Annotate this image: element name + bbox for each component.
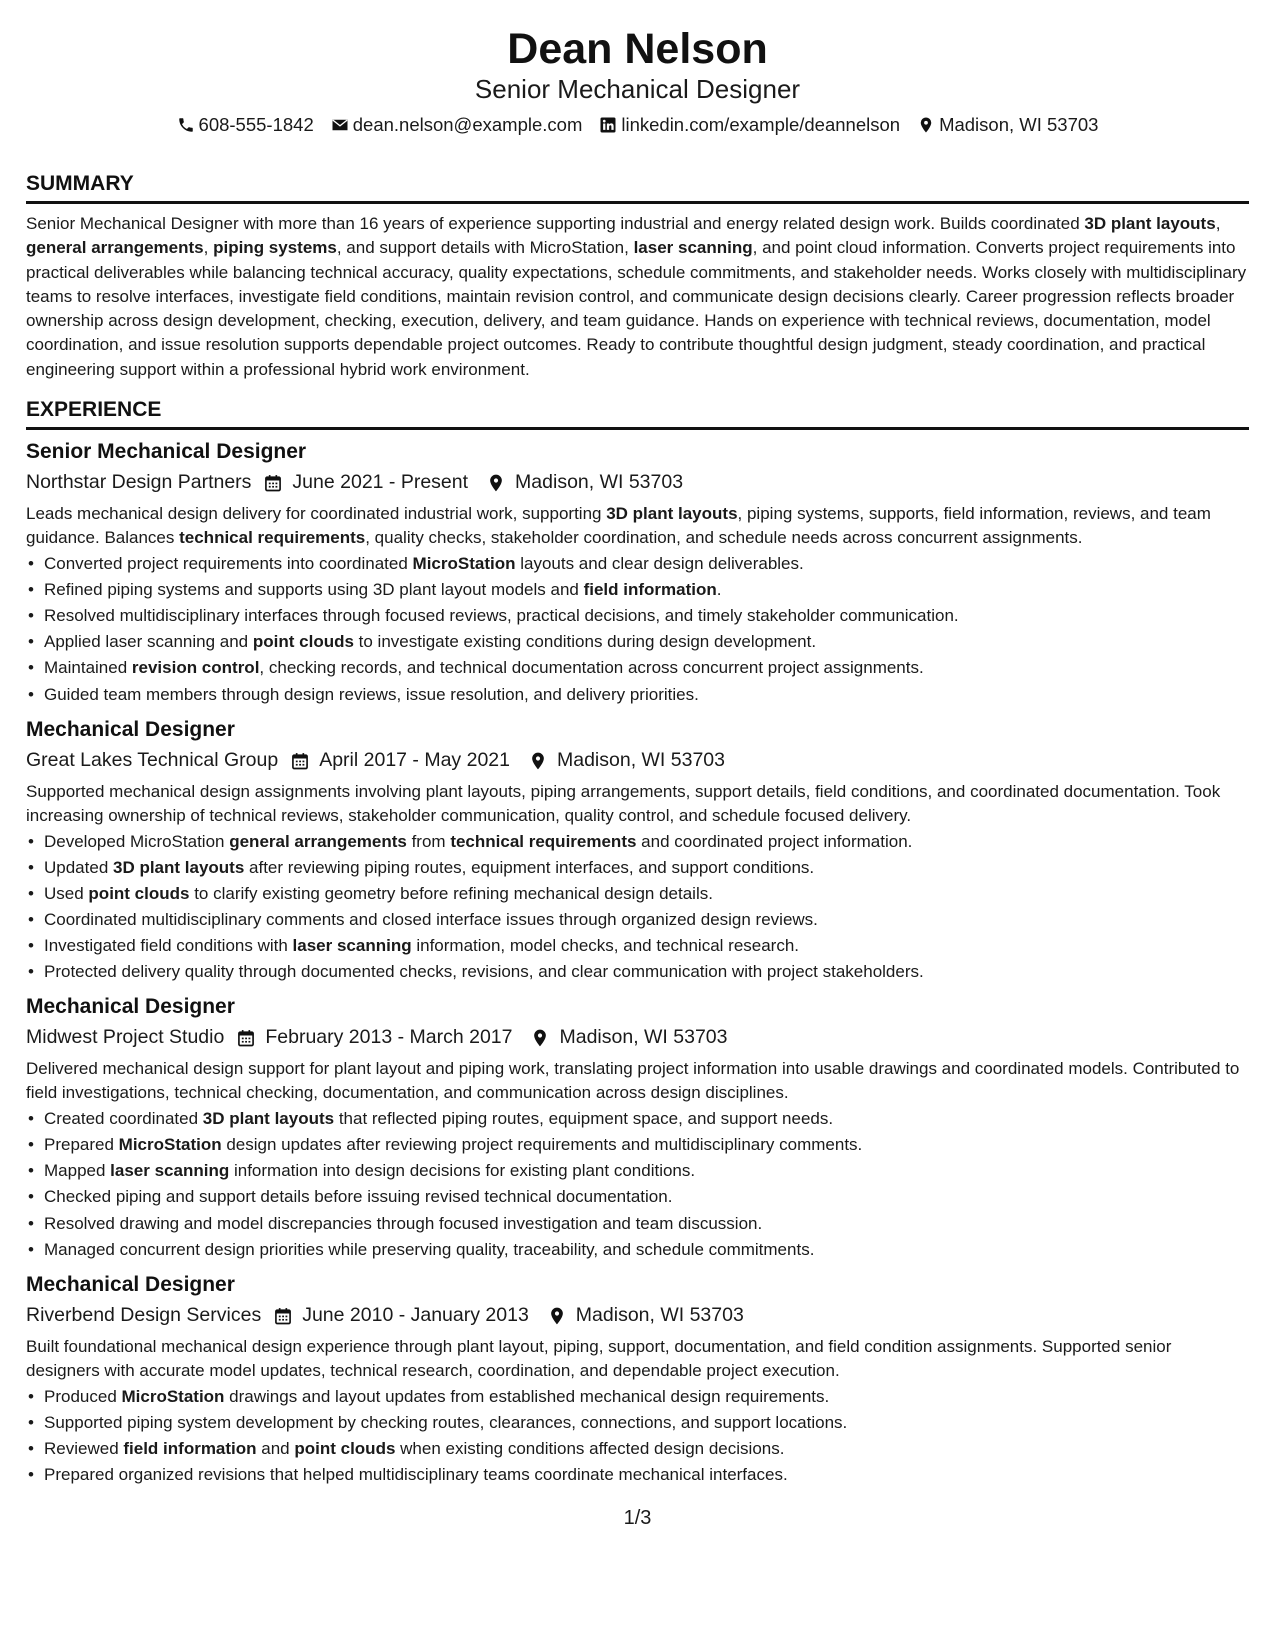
job-company: Northstar Design Partners	[26, 471, 252, 494]
envelope-icon	[331, 116, 349, 134]
job-bullets	[26, 551, 1249, 708]
text-run: to investigate existing conditions during design development.	[353, 632, 817, 652]
text-run: after reviewing piping routes, equipment interfaces, and support conditions.	[244, 857, 815, 877]
map-pin-icon	[530, 1027, 550, 1047]
text-run: Used	[44, 883, 89, 903]
text-run: , and support details with MicroStation,	[336, 238, 634, 258]
text-run: , piping systems, supports, field information, reviews, and team guidance. Balances	[26, 504, 1211, 548]
text-run: Mapped	[44, 1161, 111, 1181]
job-description	[26, 1335, 1249, 1383]
text-run: , and point cloud information. Converts project requirements into practical deliverables while balancing technical accuracy, quality expectations, schedule commitments, and stakeholder needs. Works closely with multidisciplinary teams to resolve interfaces, investigate field conditions, maintain revision control, and communicate design decisions clearly. Career progression reflects broader ownership across design development, checking, execution, delivery, and team guidance. Hands on experience with technical reviews, documentation, model coordination, and issue resolution supports dependable project outcomes. Ready to contribute thoughtful design judgment, steady coordination, and practical engineering support within a professional hybrid work environment.	[26, 238, 1247, 379]
text-run: Applied laser scanning and	[44, 632, 253, 652]
job-dates: June 2010 - January 2013	[302, 1303, 529, 1326]
emphasis-text: laser scanning	[633, 238, 753, 258]
text-run: Leads mechanical design delivery for coordinated industrial work, supporting	[26, 504, 607, 524]
bullet-item	[26, 933, 1249, 959]
bullet-item	[26, 551, 1249, 577]
job-description	[26, 502, 1249, 550]
bullet-item	[26, 577, 1249, 603]
emphasis-text: point clouds	[88, 883, 190, 903]
resume-page	[26, 0, 1249, 1650]
job-title: Mechanical Designer	[26, 717, 235, 741]
text-run: .	[716, 580, 722, 600]
job-meta	[26, 1300, 1249, 1330]
emphasis-text: MicroStation	[412, 554, 516, 574]
text-run: Resolved drawing and model discrepancies through focused investigation and team discussion.	[44, 1213, 763, 1233]
page-number: 1/3	[623, 1507, 652, 1529]
phone-icon	[177, 116, 195, 134]
text-run: information, model checks, and technical research.	[411, 936, 800, 956]
text-run: Developed MicroStation	[44, 831, 230, 851]
candidate-name: Dean Nelson	[507, 25, 768, 73]
job-dates: June 2021 - Present	[292, 471, 469, 494]
emphasis-text: laser scanning	[110, 1161, 230, 1181]
job-entry	[26, 716, 1249, 986]
job-dates: April 2017 - May 2021	[319, 748, 510, 771]
text-run: , checking records, and technical documentation across concurrent project assignments.	[259, 658, 924, 678]
text-run: Protected delivery quality through documented checks, revisions, and clear communication with project stakeholders.	[44, 962, 924, 982]
emphasis-text: 3D plant layouts	[202, 1109, 335, 1129]
job-company: Midwest Project Studio	[26, 1026, 225, 1049]
emphasis-text: technical requirements	[179, 528, 366, 548]
text-run: Senior Mechanical Designer with more than 16 years of experience supporting industrial and energy related design work. Builds coordinated	[26, 214, 1085, 233]
calendar-icon	[263, 472, 283, 492]
bullet-item	[26, 603, 1249, 629]
summary-heading: SUMMARY	[26, 171, 1249, 204]
location-text: Madison, WI 53703	[939, 114, 1099, 135]
text-run: Maintained	[44, 658, 132, 678]
emphasis-text: 3D plant layouts	[113, 857, 245, 877]
bullet-item	[26, 1436, 1249, 1462]
job-entry	[26, 1271, 1249, 1488]
emphasis-text: laser scanning	[292, 936, 412, 956]
experience-heading: EXPERIENCE	[26, 397, 1249, 430]
map-pin-icon	[547, 1305, 567, 1325]
text-run: Created coordinated	[44, 1109, 203, 1129]
emphasis-text: 3D plant layouts	[1084, 214, 1216, 233]
job-meta	[26, 1022, 1249, 1052]
text-run: information into design decisions for existing plant conditions.	[229, 1161, 696, 1181]
bullet-item	[26, 1132, 1249, 1158]
emphasis-text: technical requirements	[450, 831, 637, 851]
contact-email[interactable]	[331, 112, 583, 138]
bullet-item	[26, 1384, 1249, 1410]
job-location: Madison, WI 53703	[559, 1026, 728, 1049]
calendar-icon	[290, 750, 310, 770]
job-company: Great Lakes Technical Group	[26, 748, 279, 771]
text-run: Supported mechanical design assignments involving plant layouts, piping arrangements, support details, field conditions, and coordinated documentation. Took increasing ownership of technical reviews, stakeholder communication, quality control, and schedule focused delivery.	[26, 781, 1221, 825]
job-meta	[26, 745, 1249, 775]
text-run: Built foundational mechanical design experience through plant layout, piping, support, documentation, and field condition assignments. Supported senior designers with accurate model updates, technical research, coordination, and dependable project execution.	[26, 1336, 1172, 1380]
text-run: Supported piping system development by checking routes, clearances, connections, and support locations.	[44, 1412, 848, 1432]
text-run: Coordinated multidisciplinary comments and closed interface issues through organized design reviews.	[44, 909, 818, 929]
calendar-icon	[273, 1305, 293, 1325]
bullet-item	[26, 1106, 1249, 1132]
bullet-item	[26, 1184, 1249, 1210]
emphasis-text: MicroStation	[121, 1386, 225, 1406]
text-run: Prepared	[44, 1135, 119, 1155]
emphasis-text: point clouds	[252, 632, 354, 652]
bullet-item	[26, 655, 1249, 681]
text-run: Converted project requirements into coordinated	[44, 554, 413, 574]
text-run: Prepared organized revisions that helped multidisciplinary teams coordinate mechanical interfaces.	[44, 1465, 788, 1485]
bullet-item	[26, 1462, 1249, 1488]
emphasis-text: point clouds	[294, 1438, 396, 1458]
text-run: that reflected piping routes, equipment space, and support needs.	[334, 1109, 834, 1129]
text-run: Produced	[44, 1386, 122, 1406]
job-location: Madison, WI 53703	[575, 1303, 744, 1326]
job-title: Mechanical Designer	[26, 995, 235, 1019]
bullet-item	[26, 1158, 1249, 1184]
bullet-item	[26, 829, 1249, 855]
text-run: Updated	[44, 857, 113, 877]
summary-paragraph	[26, 212, 1249, 382]
text-run: to clarify existing geometry before refining mechanical design details.	[189, 883, 713, 903]
linkedin-icon	[599, 116, 617, 134]
job-location: Madison, WI 53703	[515, 471, 684, 494]
bullet-item	[26, 1410, 1249, 1436]
job-title: Mechanical Designer	[26, 1272, 235, 1296]
bullet-item	[26, 881, 1249, 907]
text-run: , quality checks, stakeholder coordination, and schedule needs across concurrent assignments.	[365, 528, 1083, 548]
job-title: Senior Mechanical Designer	[26, 440, 307, 464]
text-run: and	[256, 1438, 295, 1458]
map-pin-icon	[486, 472, 506, 492]
text-run: Reviewed	[44, 1438, 124, 1458]
bullet-item	[26, 959, 1249, 985]
emphasis-text: general arrangements	[229, 831, 407, 851]
emphasis-text: revision control	[131, 658, 260, 678]
bullet-item	[26, 1211, 1249, 1237]
contact-bar	[26, 112, 1249, 138]
text-run: from	[406, 831, 451, 851]
experience-list	[26, 438, 1249, 1488]
job-company: Riverbend Design Services	[26, 1303, 262, 1326]
job-bullets	[26, 829, 1249, 986]
job-description	[26, 780, 1249, 828]
bullet-item	[26, 855, 1249, 881]
emphasis-text: field information	[123, 1438, 257, 1458]
calendar-icon	[236, 1027, 256, 1047]
bullet-item	[26, 682, 1249, 708]
map-pin-icon	[528, 750, 548, 770]
text-run: and coordinated project information.	[636, 831, 913, 851]
text-run: ,	[1215, 214, 1221, 233]
emphasis-text: 3D plant layouts	[606, 504, 738, 524]
contact-phone	[177, 112, 314, 138]
job-location: Madison, WI 53703	[556, 748, 725, 771]
emphasis-text: general arrangements	[26, 238, 204, 258]
job-bullets	[26, 1106, 1249, 1263]
map-pin-icon	[917, 116, 935, 134]
text-run: Refined piping systems and supports using 3D plant layout models and	[44, 580, 584, 600]
text-run: layouts and clear design deliverables.	[515, 554, 804, 574]
text-run: drawings and layout updates from established mechanical design requirements.	[224, 1386, 830, 1406]
text-run: Resolved multidisciplinary interfaces through focused reviews, practical decisions, and timely stakeholder communication.	[44, 606, 959, 626]
text-run: when existing conditions affected design decisions.	[395, 1438, 785, 1458]
linkedin-link[interactable]: linkedin.com/example/deannelson	[621, 114, 901, 135]
text-run: Managed concurrent design priorities while preserving quality, traceability, and schedule commitments.	[44, 1239, 815, 1259]
bullet-item	[26, 1237, 1249, 1263]
contact-linkedin[interactable]	[599, 112, 900, 138]
text-run: ,	[203, 238, 214, 258]
candidate-title: Senior Mechanical Designer	[474, 74, 801, 104]
contact-location	[917, 112, 1098, 138]
text-run: Investigated field conditions with	[44, 936, 293, 956]
email-link[interactable]: dean.nelson@example.com	[352, 114, 583, 135]
text-run: design updates after reviewing project requirements and multidisciplinary comments.	[221, 1135, 863, 1155]
text-run: Checked piping and support details before issuing revised technical documentation.	[44, 1187, 673, 1207]
job-dates: February 2013 - March 2017	[265, 1026, 513, 1049]
phone-text: 608-555-1842	[198, 114, 314, 135]
emphasis-text: MicroStation	[118, 1135, 222, 1155]
job-entry	[26, 438, 1249, 708]
bullet-item	[26, 907, 1249, 933]
job-description	[26, 1057, 1249, 1105]
job-bullets	[26, 1384, 1249, 1488]
text-run: Delivered mechanical design support for plant layout and piping work, translating project information into usable drawings and coordinated models. Contributed to field investigations, technical checking, documentation, and communication across design disciplines.	[26, 1059, 1240, 1103]
emphasis-text: piping systems	[213, 238, 337, 258]
bullet-item	[26, 629, 1249, 655]
job-meta	[26, 467, 1249, 497]
text-run: Guided team members through design reviews, issue resolution, and delivery priorities.	[44, 684, 699, 704]
emphasis-text: field information	[583, 580, 717, 600]
job-entry	[26, 993, 1249, 1263]
